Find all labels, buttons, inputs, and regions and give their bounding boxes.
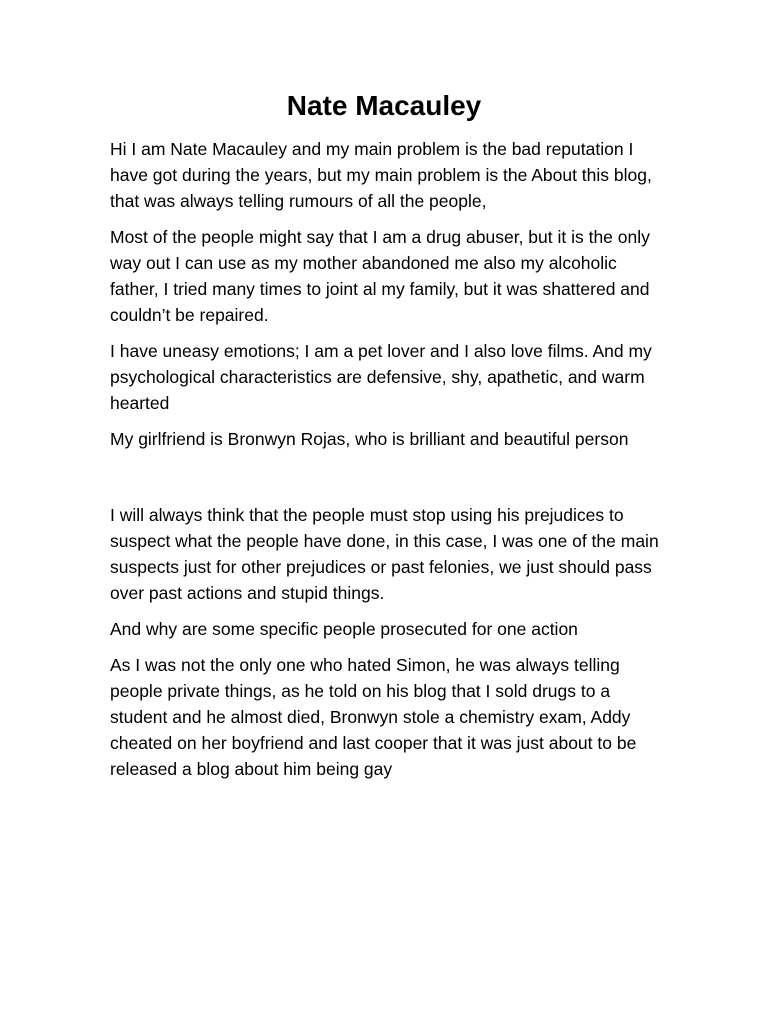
- paragraph-background: Most of the people might say that I am a drug abuser, but it is the only way out I can use as my mother abandoned me also my alcoholic father, I tried many times to joint al my family, but it was shattered and couldn’t be repaired.: [110, 227, 650, 325]
- paragraph-girlfriend: My girlfriend is Bronwyn Rojas, who is brilliant and beautiful person: [110, 429, 629, 449]
- paragraph-prejudices: I will always think that the people must stop using his prejudices to suspect what the people have done, in this case, I was one of the main suspects just for other prejudices or past felonies, we just should pass over past actions and stupid things.: [110, 505, 659, 603]
- paragraph-personality: I have uneasy emotions; I am a pet lover and I also love films. And my psychological characteristics are defensive, shy, apathetic, and warm hearted: [110, 341, 652, 413]
- paragraph-gap: [110, 462, 662, 502]
- paragraph-simon: As I was not the only one who hated Simon, he was always telling people private things, as he told on his blog that I sold drugs to a student and he almost died, Bronwyn stole a chemistry exam, Addy cheated on her boyfriend and last cooper that it was just about to be released a blog about him being gay: [110, 655, 637, 779]
- paragraph-question: And why are some specific people prosecuted for one action: [110, 619, 578, 639]
- document-body: [110, 136, 662, 792]
- document-title: Nate Macauley: [286, 90, 482, 121]
- paragraph-intro: Hi I am Nate Macauley and my main problem is the bad reputation I have got during the years, but my main problem is the About this blog, that was always telling rumours of all the people,: [110, 139, 652, 211]
